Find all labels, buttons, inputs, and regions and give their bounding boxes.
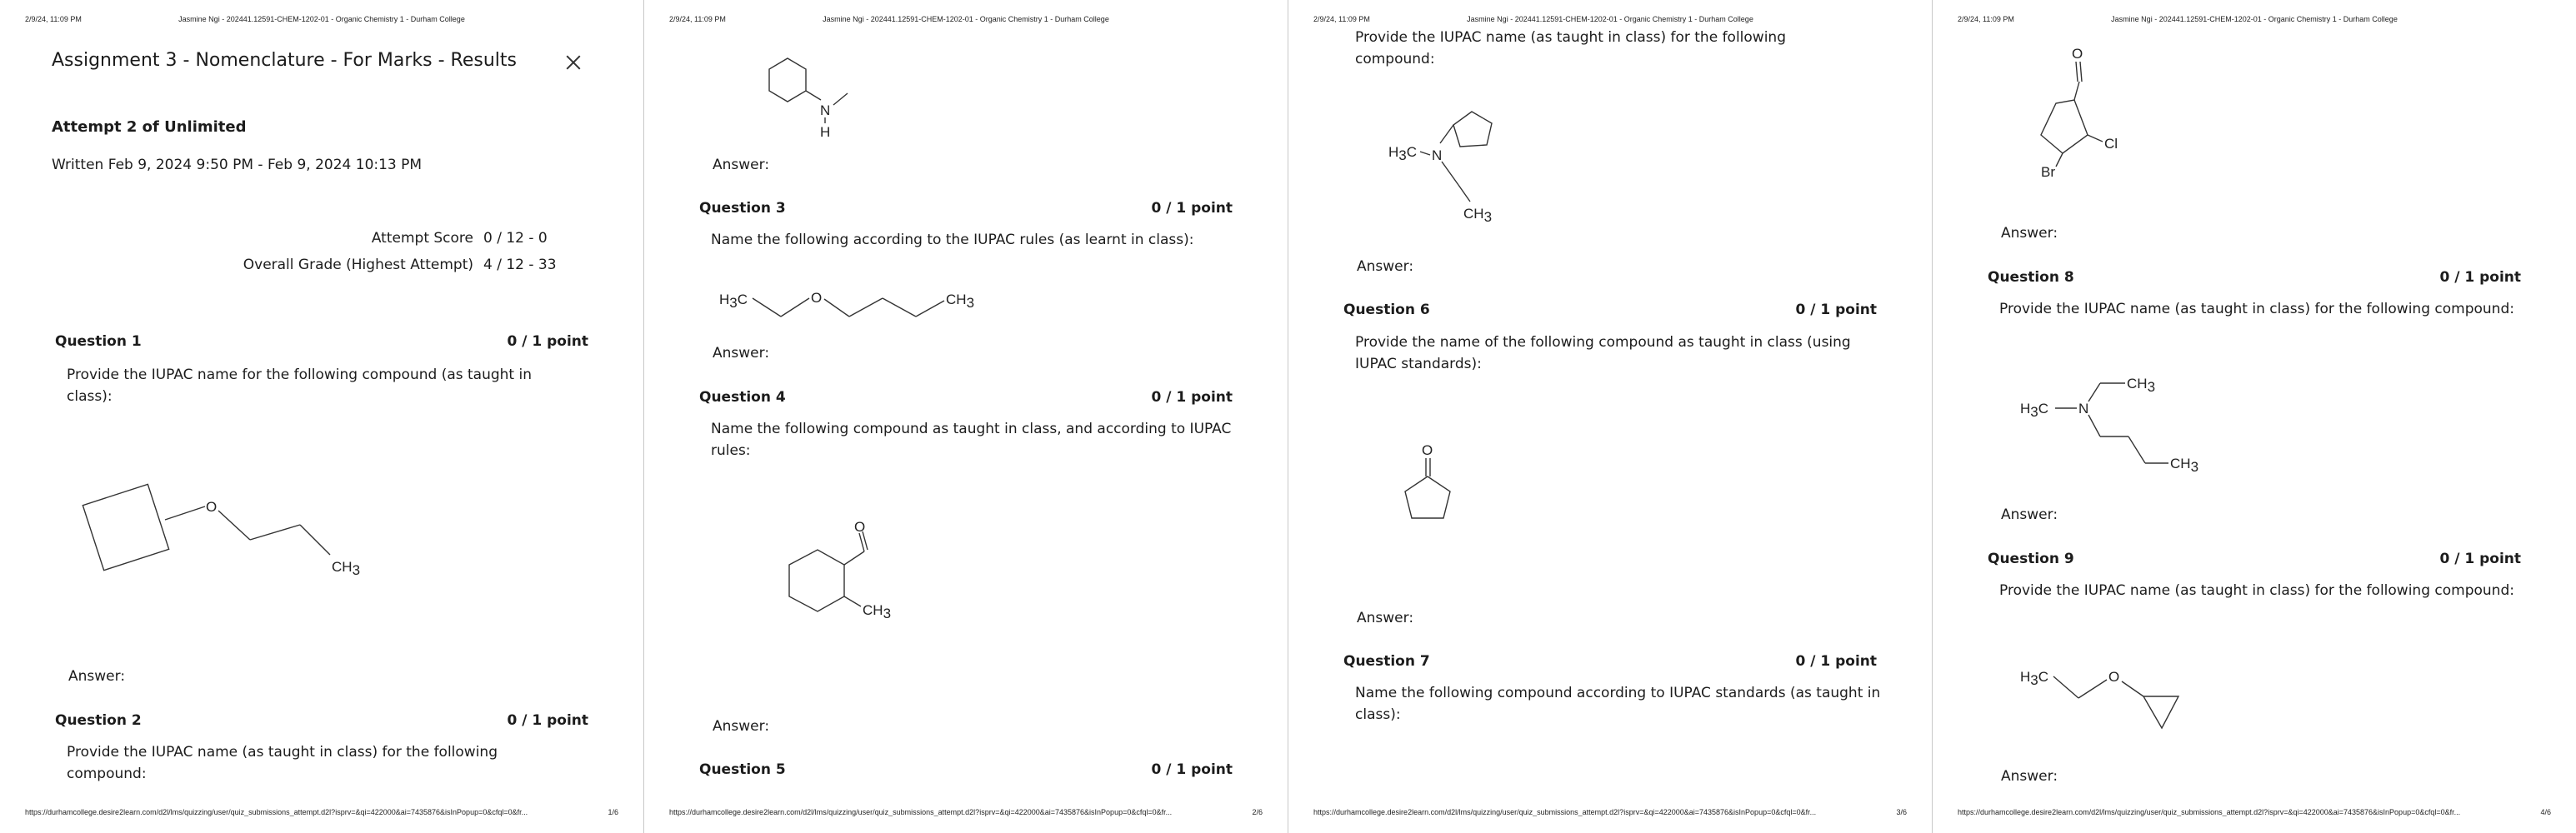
subscript-3: 3 [1483,209,1493,225]
atom-o: O [2108,669,2120,685]
header-date: 2/9/24, 11:09 PM [1958,15,2014,23]
group-h3c [1388,144,1417,163]
group-ch3 [2170,456,2198,475]
question-2-structure [761,52,886,143]
header-title: Jasmine Ngi - 202441.12591-CHEM-1202-01 - Organic Chemistry 1 - Durham College [178,15,465,23]
bond [849,298,883,317]
footer-url: https://durhamcollege.desire2learn.com/d2l/lms/quizzing/user/quiz_submissions_attempt.d2l?isprv=&qi=422000&ai=7435876&isInPopup=0&cfql=0&fr... [1958,808,2461,816]
close-icon[interactable] [563,52,583,72]
atom-c: C [2127,376,2138,392]
question-1-prompt: Provide the IUPAC name for the following compound (as taught in class): [67,367,533,405]
subscript-3: 3 [966,295,975,311]
footer-url: https://durhamcollege.desire2learn.com/d2l/lms/quizzing/user/quiz_submissions_attempt.d2l?isprv=&qi=422000&ai=7435876&isInPopup=0&cfql=0&fr... [669,808,1173,816]
question-4-prompt: Name the following compound as taught in class, and according to IUPAC rules: [711,421,1232,459]
header-title: Jasmine Ngi - 202441.12591-CHEM-1202-01 - Organic Chemistry 1 - Durham College [2111,15,2398,23]
question-6-answer-label: Answer: [1357,610,1414,626]
question-9-structure [2020,660,2237,751]
bond [753,298,781,317]
overall-grade-value: 4 / 12 - 33 [483,257,557,273]
bond [2088,135,2103,142]
subscript-3: 3 [2190,459,2199,475]
bond [916,301,944,317]
atom-h: H [2180,456,2191,471]
question-8-answer-label: Answer: [2001,506,2058,523]
atom-c: C [946,292,957,307]
atom-o: O [811,290,823,306]
question-1-points: 0 / 1 point [507,333,588,350]
question-5-structure [1388,108,1538,225]
bond [824,299,849,317]
group-h3c [719,292,748,311]
bond [2080,62,2082,82]
question-7-structure [2041,33,2174,183]
bond [300,525,330,555]
question-7-points: 0 / 1 point [1795,653,1877,670]
question-2-title: Question 2 [55,712,142,729]
group-ch3 [946,292,974,311]
bond [2122,681,2143,696]
question-1-answer-label: Answer: [68,668,126,685]
atom-c: C [1406,144,1418,160]
atom-h: H [820,124,831,140]
subscript-3: 3 [2147,379,2156,395]
question-4-title: Question 4 [699,389,786,406]
cyclopentane-ring [2041,100,2088,153]
bond [2076,62,2078,82]
header-title: Jasmine Ngi - 202441.12591-CHEM-1202-01 - Organic Chemistry 1 - Durham College [1467,15,1753,23]
bond [2056,153,2063,167]
question-8-points: 0 / 1 point [2439,269,2521,286]
question-9-answer-label: Answer: [2001,768,2058,785]
bond [2074,82,2079,100]
atom-h: H [2137,376,2148,392]
question-8-prompt: Provide the IUPAC name (as taught in class) for the following compound: [1999,301,2514,317]
written-dates: Written Feb 9, 2024 9:50 PM - Feb 9, 2024 10:13 PM [52,157,423,173]
bond [2128,436,2145,463]
atom-n: N [2078,401,2089,416]
question-2-points: 0 / 1 point [507,712,588,729]
bond [2088,415,2100,436]
question-7-answer-label: Answer: [2001,225,2058,242]
bond [250,525,300,540]
assignment-title: Assignment 3 - Nomenclature - For Marks - Results [52,50,517,71]
atom-c: C [737,292,748,307]
question-3-prompt: Name the following according to the IUPAC rules (as learnt in class): [711,232,1194,248]
question-3-structure [719,279,1019,329]
question-7-prompt: Name the following compound according to IUPAC standards (as taught in class): [1355,685,1881,723]
question-8-title: Question 8 [1988,269,2074,286]
group-ch3 [863,602,891,621]
bond [844,596,861,606]
pdf-page-3 [1288,0,1932,833]
question-9-points: 0 / 1 point [2439,551,2521,567]
atom-h: H [956,292,967,307]
atom-c: C [863,602,873,618]
bond [1458,185,1470,202]
atom-c: C [2170,456,2181,471]
header-date: 2/9/24, 11:09 PM [25,15,82,23]
footer-page-number: 2/6 [1252,808,1263,816]
question-6-structure [1397,440,1480,531]
atom-n: N [820,102,831,118]
footer-page-number: 1/6 [608,808,618,816]
question-9-prompt: Provide the IUPAC name (as taught in class) for the following compound: [1999,582,2514,599]
subscript-3: 3 [883,606,892,621]
cyclohexane-ring [789,550,844,611]
bond [883,298,916,317]
question-4-points: 0 / 1 point [1151,389,1233,406]
bond [844,551,864,565]
atom-c: C [1463,206,1474,222]
atom-br: Br [2041,164,2055,180]
cyclohexane-ring [769,58,806,102]
cyclopentane-ring [1453,112,1492,147]
atom-c: C [2038,669,2049,685]
overall-grade-label: Overall Grade (Highest Attempt) [243,257,473,273]
footer-page-number: 4/6 [2540,808,2551,816]
atom-h: H [1473,206,1484,222]
group-ch3 [332,559,360,578]
bond [806,91,821,100]
header-date: 2/9/24, 11:09 PM [669,15,726,23]
atom-h: H [1388,144,1399,160]
question-3-title: Question 3 [699,200,786,217]
atom-h: H [719,292,730,307]
question-3-answer-label: Answer: [713,345,770,362]
subscript-3: 3 [2030,672,2038,688]
atom-h: H [342,559,353,575]
bond [2053,676,2078,698]
question-2-answer-label: Answer: [713,157,770,173]
subscript-3: 3 [2030,404,2038,420]
attempt-label: Attempt 2 of Unlimited [52,118,247,136]
footer-url: https://durhamcollege.desire2learn.com/d2l/lms/quizzing/user/quiz_submissions_attempt.d2l?isprv=&qi=422000&ai=7435876&isInPopup=0&cfql=0&fr... [25,808,528,816]
group-h3c [2020,401,2048,420]
atom-n: N [1432,147,1443,163]
atom-h: H [2020,669,2031,685]
bond [833,93,848,105]
header-title: Jasmine Ngi - 202441.12591-CHEM-1202-01 - Organic Chemistry 1 - Durham College [823,15,1109,23]
question-4-structure [761,516,903,641]
attempt-score-value: 0 / 12 - 0 [483,230,548,247]
subscript-3: 3 [1398,147,1407,163]
atom-o: O [854,519,866,535]
question-1-title: Question 1 [55,333,142,350]
question-8-structure [2020,367,2220,491]
question-6-points: 0 / 1 point [1795,302,1877,318]
bond [1442,162,1458,185]
question-6-title: Question 6 [1343,302,1430,318]
subscript-3: 3 [729,295,738,311]
group-h3c [2020,669,2048,688]
group-ch3 [1463,206,1492,225]
subscript-3: 3 [352,562,361,578]
pdf-page-1 [0,0,643,833]
pdf-page-4 [1933,0,2576,833]
cyclopentanone-ring [1405,476,1450,518]
group-ch3 [2127,376,2155,395]
atom-cl: Cl [2104,136,2118,152]
bond [2088,383,2100,402]
bond [1440,125,1453,143]
bond [218,511,250,540]
cyclopropane-ring [2143,696,2178,728]
question-5-answer-label: Answer: [1357,258,1414,275]
question-1-structure [83,483,367,583]
attempt-score-label: Attempt Score [371,230,473,247]
bond [2078,680,2107,698]
bond [1420,152,1430,155]
bond [781,298,809,317]
header-date: 2/9/24, 11:09 PM [1313,15,1370,23]
question-5-points: 0 / 1 point [1151,761,1233,778]
atom-o: O [1422,442,1433,458]
footer-url: https://durhamcollege.desire2learn.com/d2l/lms/quizzing/user/quiz_submissions_attempt.d2l?isprv=&qi=422000&ai=7435876&isInPopup=0&cfql=0&fr... [1313,808,1817,816]
question-9-title: Question 9 [1988,551,2074,567]
atom-c: C [332,559,343,575]
question-3-points: 0 / 1 point [1151,200,1233,217]
atom-h: H [873,602,883,618]
question-2-prompt: Provide the IUPAC name (as taught in class) for the following compound: [67,744,498,782]
pdf-page-2 [644,0,1288,833]
atom-o: O [2072,46,2083,62]
question-5-prompt: Provide the IUPAC name (as taught in class) for the following compound: [1355,29,1786,67]
cyclobutane-ring [83,484,168,570]
question-6-prompt: Provide the name of the following compound as taught in class (using IUPAC standards): [1355,334,1851,372]
atom-c: C [2038,401,2049,416]
atom-h: H [2020,401,2031,416]
atom-o: O [206,499,218,515]
bond [165,506,205,520]
question-7-title: Question 7 [1343,653,1430,670]
question-4-answer-label: Answer: [713,718,770,735]
footer-page-number: 3/6 [1896,808,1907,816]
question-5-title: Question 5 [699,761,786,778]
